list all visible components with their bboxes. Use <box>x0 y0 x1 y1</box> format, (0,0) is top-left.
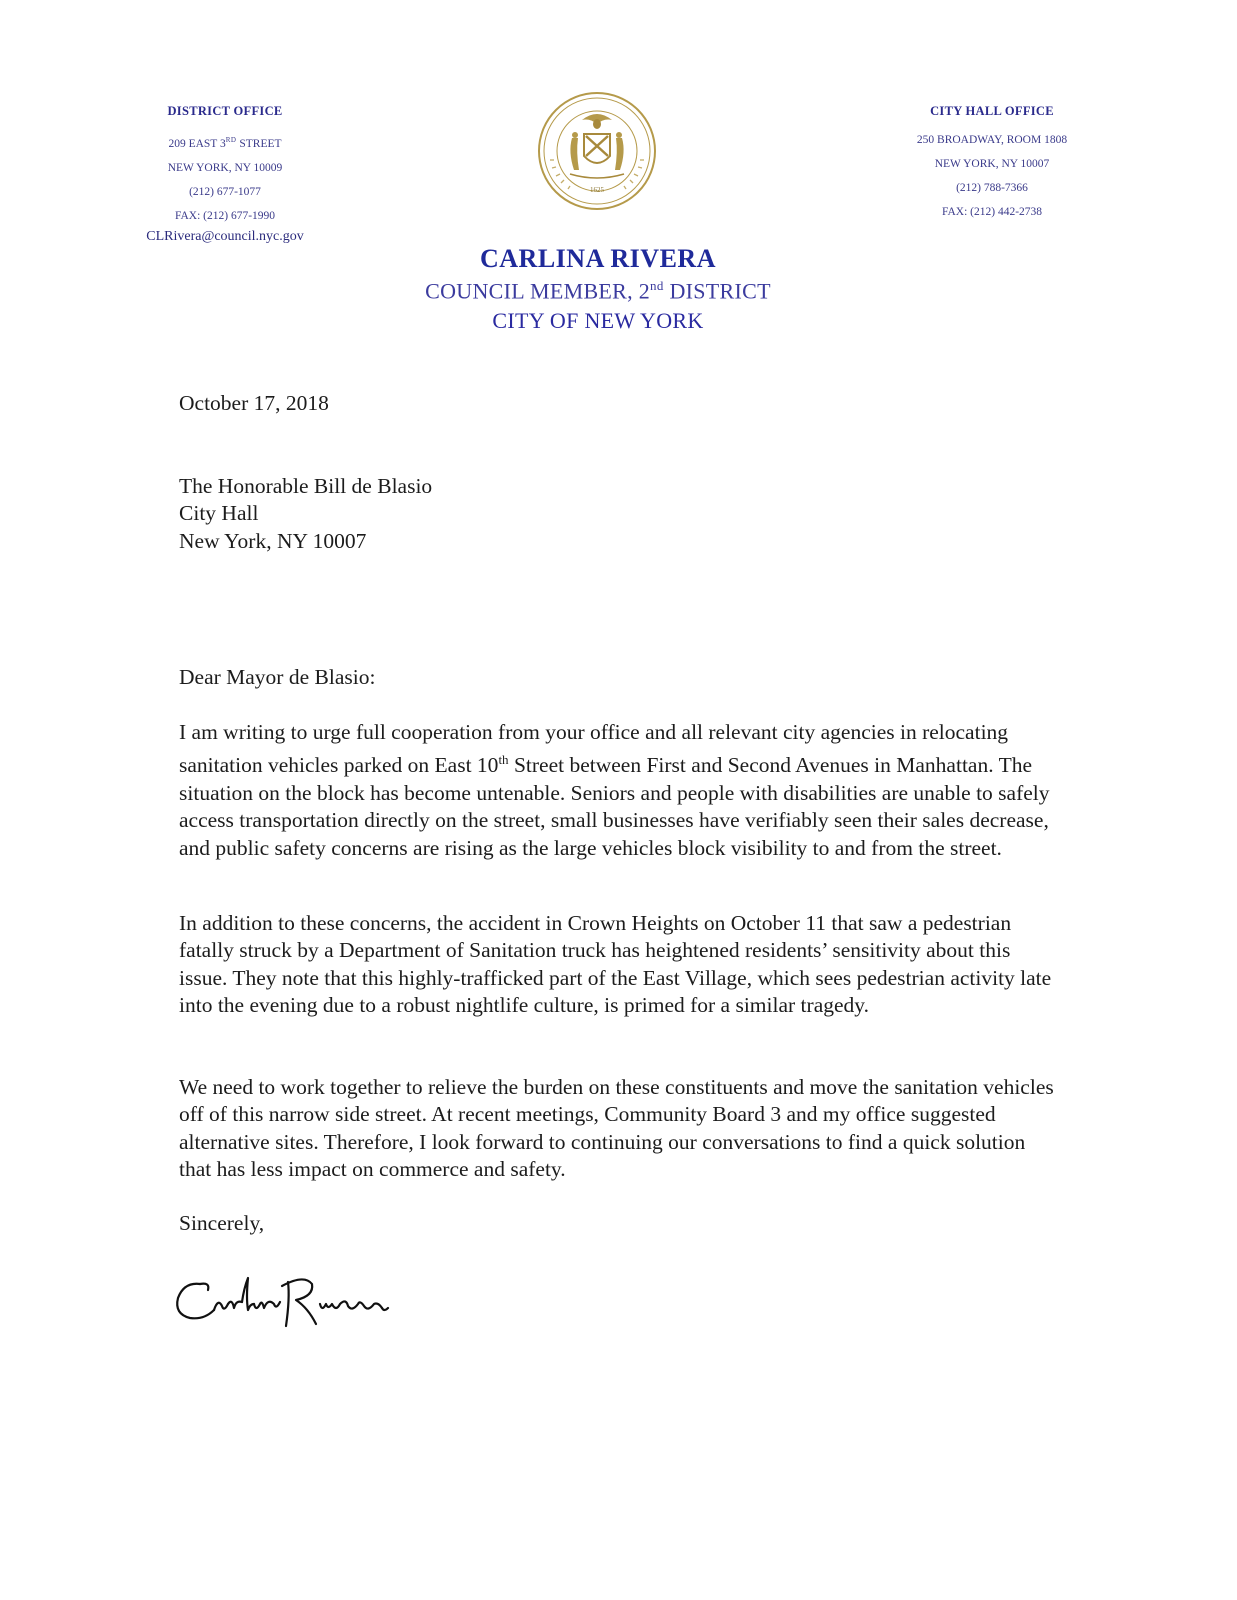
body-paragraph-2: In addition to these concerns, the accident in Crown Heights on October 11 that saw a pedestrian fatally struck by a Department of Sanitation truck has heightened residents’ sensitivity about this issue. They note that this highly-trafficked part of the East Village, which sees pedestrian activity late into the evening due to a robust nightlife culture, is primed for a similar tragedy. <box>179 911 1052 1018</box>
district-office-city: NEW YORK, NY 10009 <box>167 161 283 174</box>
council-member-name: CARLINA RIVERA <box>480 244 716 273</box>
city-hall-office-phone: (212) 788-7366 <box>956 182 1028 194</box>
body-paragraph-1: I am writing to urge full cooperation from your office and all relevant city agencies in relocating sanitation vehicles parked on East 10th Street between First and Second Avenues in Manhattan. The situation on the block has become untenable. Seniors and people with disabilities are unable to safely access transportation directly on the street, small businesses have verifiably seen their sales decrease, and public safety concerns are rising as the large vehicles block visibility to and from the street. <box>179 720 1050 860</box>
recipient-address <box>179 473 1059 555</box>
recipient-line2: City Hall <box>179 501 259 526</box>
body-paragraph-3: We need to work together to relieve the burden on these constituents and move the sanitation vehicles off of this narrow side street. At recent meetings, Community Board 3 and my office suggested alternative sites. Therefore, I look forward to continuing our conversations to find a quick solution that has less impact on commerce and safety. <box>179 1075 1054 1182</box>
city-name: CITY OF NEW YORK <box>492 308 704 334</box>
council-member-title: COUNCIL MEMBER, 2nd DISTRICT <box>425 278 771 304</box>
district-office-heading: DISTRICT OFFICE <box>167 104 283 118</box>
recipient-line3: New York, NY 10007 <box>179 528 367 553</box>
city-hall-office-fax: FAX: (212) 442-2738 <box>941 206 1043 218</box>
signature-image <box>170 1268 400 1338</box>
letter-date: October 17, 2018 <box>179 391 329 415</box>
salutation: Dear Mayor de Blasio: <box>179 665 376 689</box>
closing: Sincerely, <box>179 1211 265 1235</box>
district-office-street: 209 EAST 3RD STREET <box>168 136 282 150</box>
city-seal-icon <box>536 90 658 212</box>
district-office-fax: FAX: (212) 677-1990 <box>174 209 276 222</box>
district-office-block <box>95 104 355 246</box>
district-office-email: CLRivera@council.nyc.gov <box>146 228 304 244</box>
recipient-name: The Honorable Bill de Blasio <box>179 474 433 498</box>
city-hall-office-heading: CITY HALL OFFICE <box>930 104 1054 118</box>
city-hall-office-city: NEW YORK, NY 10007 <box>934 158 1050 170</box>
city-hall-office-address: 250 BROADWAY, ROOM 1808 <box>916 134 1068 146</box>
letterhead-name-block <box>300 244 896 334</box>
city-hall-office-block <box>862 104 1122 224</box>
district-office-phone: (212) 677-1077 <box>189 185 261 198</box>
seal-year: 1625 <box>590 186 604 194</box>
